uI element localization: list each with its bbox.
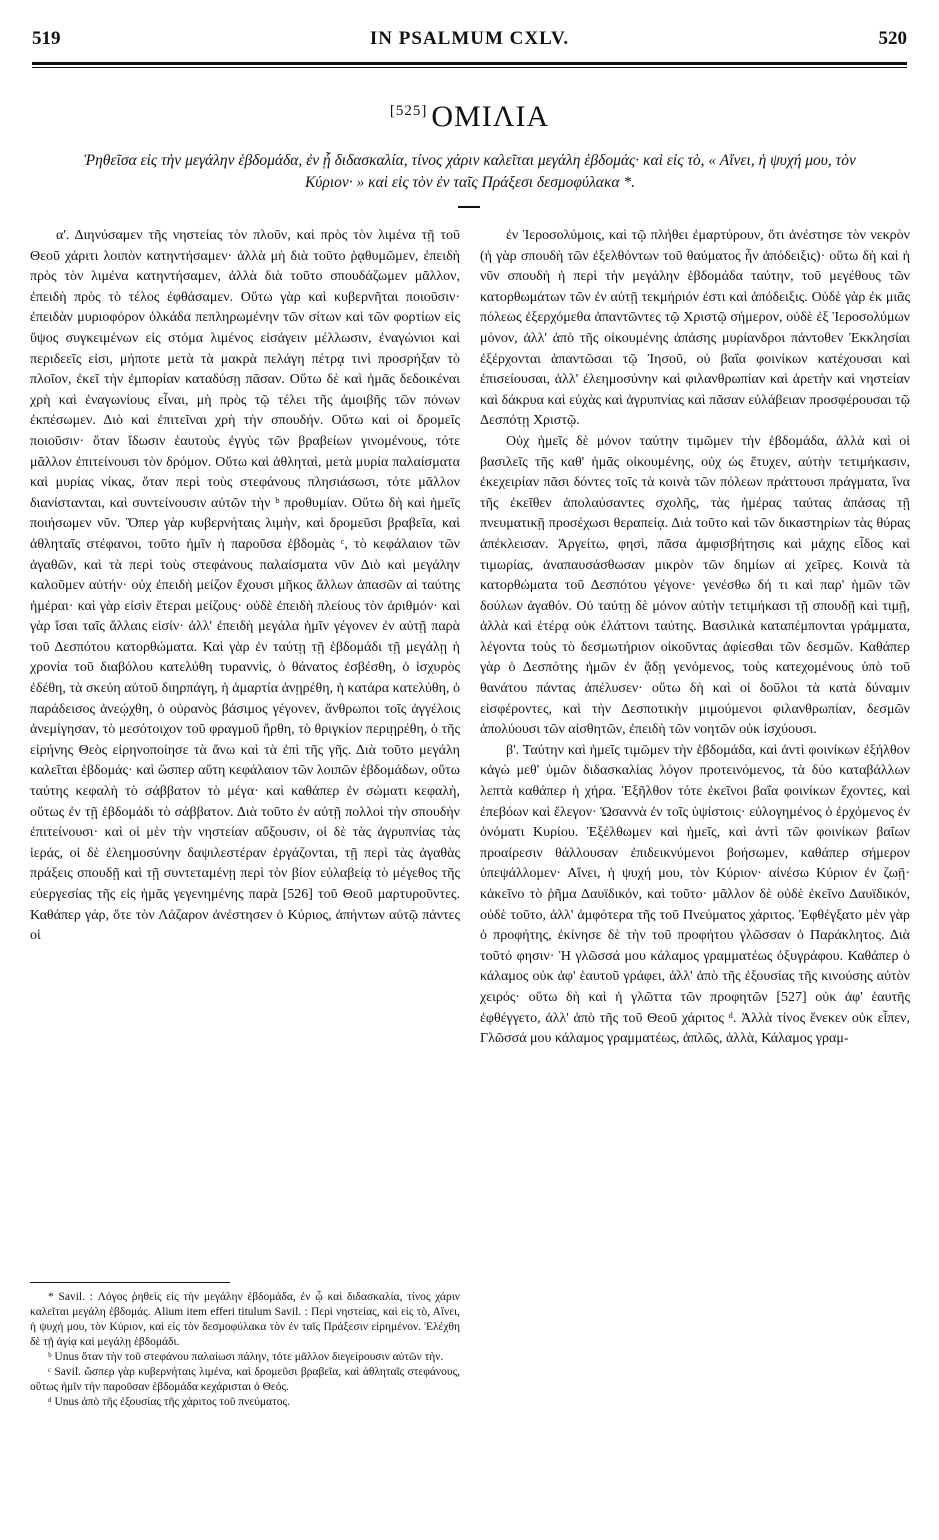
footnote: ᶜ Savil. ὥσπερ γὰρ κυβερνήταις λιμένα, καὶ δρομεῦσι βραβεῖα, καὶ ἀθληταῖς στεφάνους, οὕτως ἡμῖν τὴν παροῦσαν ἑβδομάδα κεχάρισται ὁ Θεός.	[30, 1366, 460, 1393]
footnote-rule	[30, 1282, 230, 1283]
left-column	[30, 226, 460, 947]
right-column	[480, 226, 910, 1050]
homily-subtitle: Ῥηθεῖσα εἰς τὴν μεγάλην ἑβδομάδα, ἐν ᾗ διδασκαλία, τίνος χάριν καλεῖται μεγάλη ἑβδομάς· καὶ εἰς τὸ, « Αἴνει, ἡ ψυχή μου, τὸν Κύριον· » καὶ εἰς τὸν ἐν ταῖς Πράξεσι δεσμοφύλακα *.	[84, 152, 856, 191]
title-page-marker: [525]	[389, 103, 428, 119]
running-header	[32, 28, 907, 50]
page-number-right: 520	[878, 28, 907, 49]
right-paragraph: Οὐχ ἡμεῖς δὲ μόνον ταύτην τιμῶμεν τὴν ἑβδομάδα, ἀλλὰ καὶ οἱ βασιλεῖς τῆς καθ' ἡμᾶς οἰκουμένης, οὐχ ὡς ἔτυχεν, αὐτὴν τετιμήκασιν, ἐκεχειρίαν πᾶσι δόντες τοῖς τὰ κοινὰ τῶν πόλεων πράττουσι πράγματα, ἵνα τῆς ἐκεῖθεν ἀπολαύσαντες σχολῆς, τὰς ἡμέρας ταύτας ἁπάσας τῇ πνευματικῇ προσέχωσι θεραπείᾳ. Διὰ τοῦτο καὶ τῶν δικαστηρίων τὰς θύρας ἀπέκλεισαν. Ἀργείτω, φησὶ, πᾶσα ἀμφισβήτησις καὶ μάχης εἶδος καὶ τιμωρίας, ἀναπαυσάσθωσαν μικρὸν τῶν δημίων αἱ χεῖρες. Κοινὰ τὰ κατορθώματα τοῦ Δεσπότου γέγονε· γενέσθω δή τι καὶ παρ' ἡμῶν τῶν δούλων ἀγαθόν. Οὐ ταύτῃ δὲ μόνον αὐτὴν τετιμήκασι τῇ σπουδῇ καὶ τιμῇ, ἀλλὰ καὶ ἑτέρᾳ οὐκ ἐλάττονι ταύτης. Βασιλικὰ καταπέμπονται γράμματα, λέγοντα τοὺς τὸ δεσμωτήριον οἰκοῦντας ἀφίεσθαι τῶν δεσμῶν. Καθάπερ γὰρ ὁ Δεσπότης ἡμῶν ἐν ᾅδῃ γενόμενος, τοὺς κατεχομένους ὑπὸ τοῦ θανάτου πάντας ἀπέλυσεν· οὕτω δὴ καὶ οἱ δοῦλοι τὰ κατὰ δύναμιν εἰσφέροντες, καὶ τὴν Δεσποτικὴν μιμούμενοι φιλανθρωπίαν, δεσμῶν ἀπολύουσι τῶν αἰσθητῶν, ἐπειδὴ τῶν νοητῶν οὐκ ἰσχύουσι.	[480, 433, 910, 738]
right-paragraph: β'. Ταύτην καὶ ἡμεῖς τιμῶμεν τὴν ἑβδομάδα, καὶ ἀντὶ φοινίκων ἐξήλθον κἀγὼ μεθ' ὑμῶν διδασκαλίας λόγον προτεινόμενος, τὰ δύο καταβάλλων λεπτὰ καθάπερ ἡ χήρα. Ἐξῆλθον τότε ἐκεῖνοι βαΐα φοινίκων ἔχοντες, καὶ ἐπεβόων καὶ ἔλεγον· Ὡσαννὰ ἐν τοῖς ὑψίστοις· εὐλογημένος ὁ ἐρχόμενος ἐν ὀνόματι Κυρίου. Ἐξέλθωμεν καὶ ἡμεῖς, καὶ ἀντὶ τῶν φοινίκων βαΐων προαίρεσιν θάλλουσαν ἐπιδεικνύμενοι βοήσωμεν, καθάπερ σήμερον ὑπεψάλλομεν· Αἴνει, ἡ ψυχή μου, τὸν Κύριον· αἰνέσω Κύριον ἐν ζωῇ· κἀκεῖνο τὸ ῥῆμα Δαυϊδικόν, καὶ τοῦτο· μᾶλλον δὲ οὐδὲ ἐκεῖνο Δαυϊδικόν, οὐδὲ τοῦτο, ἀλλ' ἀμφότερα τῆς τοῦ Πνεύματος χάριτος. Ἐφθέγξατο μὲν γὰρ ὁ προφήτης, ἐκίνησε δὲ τὴν τοῦ προφήτου γλῶσσαν ὁ Παράκλητος. Διὰ τοῦτό φησιν· Ἡ γλῶσσά μου κάλαμος γραμματέως ὀξυγράφου. Καθάπερ ὁ κάλαμος οὐκ ἀφ' ἑαυτοῦ γράφει, ἀλλ' ἀπὸ τῆς ἐξουσίας τῆς κινούσης αὐτὸν χειρός· οὕτω δὴ καὶ ἡ γλῶττα τῶν προφητῶν [527] οὐκ ἀφ' ἑαυτῆς ἐφθέγγετο, ἀλλ' ἀπὸ τῆς τοῦ Θεοῦ χάριτος ᵈ. Ἀλλὰ τίνος ἕνεκεν οὐκ εἶπεν, Γλῶσσά μου κάλαμος γραμματέως, ἁπλῶς, ἀλλὰ, Κάλαμος γραμ-	[480, 742, 910, 1047]
header-rule	[32, 62, 907, 65]
running-title: IN PSALMUM CXLV.	[369, 28, 570, 49]
title-text: ΟΜΙΛΙΑ	[431, 100, 550, 133]
footnotes	[30, 1290, 460, 1410]
homily-title	[0, 100, 939, 134]
left-paragraph: α'. Διηνύσαμεν τῆς νηστείας τὸν πλοῦν, καὶ πρὸς τὸν λιμένα τῇ τοῦ Θεοῦ χάριτι λοιπὸν κατηντήσαμεν· ἀλλὰ μὴ διὰ τοῦτο ῥᾳθυμῶμεν, ἐπειδὴ πρὸς τὸν λιμένα κατηντήσαμεν, ἀλλὰ διὰ τοῦτο σπουδάζωμεν μᾶλλον, ἐπειδὴ πρὸς τὸ τέλος ἐφθάσαμεν. Οὕτω γὰρ καὶ κυβερνῆται ποιοῦσιν· ἐπειδὰν μυριοφόρον ὁλκάδα πεπληρωμένην τῶν σίτων καὶ τῶν φορτίων εἰς ὕψος συγκειμένων εἰς στόμα λιμένος εἰσάγειν μέλλωσιν, ἐναγώνιοι καὶ περιδεεῖς εἰσι, μήποτε μετὰ τὰ μακρὰ πελάγη πέτρᾳ τινὶ προσρήξαν τὸ πλοῖον, ἐκεῖ τὴν ἐμπορίαν καταδύσῃ πᾶσαν. Οὕτω δὲ καὶ ἡμᾶς δεδοικέναι χρὴ καὶ ἐναγωνίους εἶναι, μὴ πρὸς τῷ τέλει τῆς ἀμοιβῆς τῶν πόνων ἐκπέσωμεν. Διὸ καὶ ἐπιτεῖναι χρὴ τὴν σπουδήν. Οὕτω καὶ οἱ δρομεῖς ποιοῦσιν· ὅταν ἴδωσιν ἑαυτοὺς ἐγγὺς τῶν βραβείων γινομένους, τότε μᾶλλον ἐπιτείνουσι τὸν δρόμον. Οὕτω καὶ ἀθληταὶ, μετὰ μυρία παλαίσματα καὶ μυρίας νίκας, ὅταν περὶ τοὺς στεφάνους πλησιάσωσι, τότε μᾶλλον διανίστανται, καὶ συντείνουσιν αὐτῶν τὴν ᵇ προθυμίαν. Οὕτω δὴ καὶ ἡμεῖς ποιήσωμεν νῦν. Ὅπερ γὰρ κυβερνήταις λιμὴν, καὶ δρομεῦσι βραβεῖα, καὶ ἀθληταῖς στέφανοι, τοῦτο ἡμῖν ἡ παροῦσα ἑβδομὰς ᶜ, τὸ κεφάλαιον τῶν ἀγαθῶν, καὶ τὰ περὶ τοὺς στεφάνους παλαίσματα νῦν Διὸ καὶ μεγάλην καλοῦμεν αὐτήν· οὐχ ἐπειδὴ μείζον ἔχουσι μῆκος ἄλλων ἁπασῶν αἱ ταύτης ἡμέραι· καὶ γὰρ εἰσὶν ἕτεραι μείζους· οὐδὲ ἐπειδὴ πλείους τὸν ἀριθμόν· καὶ γὰρ ἴσαι ταῖς ἄλλαις εἰσίν· ἀλλ' ἐπειδὴ μεγάλα ἡμῖν γέγονεν ἐν αὐτῇ παρὰ τοῦ Δεσπότου κατορθώματα. Καὶ γὰρ ἐν ταύτῃ τῇ ἑβδομάδι τῇ μεγάλῃ ἡ χρονία τοῦ διαβόλου κατελύθη τυραννὶς, ὁ θάνατος ἐσβέσθη, ὁ ἰσχυρὸς ἐδέθη, τὰ σκεύη αὐτοῦ διηρπάγη, ἡ ἁμαρτία ἀνῃρέθη, ἡ κατάρα κατελύθη, ὁ παράδεισος ἀνεῴχθη, ὁ οὐρανὸς βάσιμος γέγονεν, ἄνθρωποι τοῖς ἀγγέλοις ἀνεμίγησαν, τὸ μεσότοιχον τοῦ φραγμοῦ ἤρθη, τὸ θριγκίον περιῃρέθη, ὁ τῆς εἰρήνης Θεὸς εἰρηνοποίησε τὰ ἄνω καὶ τὰ ἐπὶ τῆς γῆς. Διὰ τοῦτο μεγάλη καλεῖται ἑβδομάς· καὶ ὥσπερ αὕτη κεφάλαιον τῶν λοιπῶν ἑβδομάδων, οὕτω ταύτης κεφαλὴ τὸ σάββατον τὸ μέγα· καὶ καθάπερ ἐν σώματι κεφαλὴ, οὕτως ἐν τῇ ἑβδομάδι τὸ σάββατον. Διὰ τοῦτο ἐν αὐτῇ πολλοὶ τὴν σπουδὴν ἐπιτείνουσι· καὶ οἱ μὲν τὴν νηστείαν αὔξουσιν, οἱ δὲ τὰς ἀγρυπνίας τὰς ἱεράς, οἱ δὲ ἐλεημοσύνην δαψιλεστέραν ἐργάζονται, τῇ περὶ τὰς ἀγαθὰς πράξεις σπουδῇ καὶ τῇ συντεταμένῃ περὶ τὸν βίον εὐλαβείᾳ τὸ μέγεθος τῆς εὐεργεσίας τῆς εἰς ἡμᾶς γεγενημένης παρὰ [526] τοῦ Θεοῦ μαρτυροῦντες. Καθάπερ γάρ, ὅτε τὸν Λάζαρον ἀνέστησεν ὁ Κύριος, ἀπήντων αὐτῷ πάντες οἱ	[30, 228, 460, 944]
footnote: ᵇ Unus ὅταν τὴν τοῦ στεφάνου παλαίωσι πάλην, τότε μᾶλλον διεγείρουσιν αὐτῶν τὴν.	[48, 1351, 444, 1363]
title-divider	[458, 206, 480, 208]
header-rule-thin	[32, 67, 907, 68]
page-number-left: 519	[32, 28, 61, 49]
footnote: * Savil. : Λόγος ῥηθεὶς εἰς τὴν μεγάλην ἑβδομάδα, ἐν ᾧ καὶ διδασκαλία, τίνος χάριν καλεῖται μεγάλη ἑβδομάς. Alium item efferi titulum Savil. : Περὶ νηστείας, καὶ εἰς τὸ, Αἴνει, ἡ ψυχή μου, τὸν Κύριον, καὶ εἰς τὸν δεσμοφύλακα τὸν ἐν ταῖς Πράξεσιν εἰρημένον. Ἐλέχθη δὲ τῇ ἁγίᾳ καὶ μεγάλῃ ἑβδομάδι.	[30, 1291, 460, 1348]
right-paragraph: ἐν Ἱεροσολύμοις, καὶ τῷ πλήθει ἐμαρτύρουν, ὅτι ἀνέστησε τὸν νεκρὸν (ἡ γὰρ σπουδὴ τῶν ἐξελθόντων τοῦ θαύματος ἦν ἀπόδειξις)· οὕτω δὴ καὶ ἡ νῦν σπουδὴ ἡ περὶ τὴν μεγάλην ἑβδομάδα ταύτην, τοῦ μεγέθους τῶν κατορθωμάτων τῶν ἐν αὐτῇ τεκμήριόν ἐστι καὶ ἀπόδειξις. Οὐδὲ γὰρ ἐκ μιᾶς πόλεως ἐξερχόμεθα ἀπαντῶντες τῷ Χριστῷ σήμερον, οὐδὲ ἐξ Ἱεροσολύμων μόνον, ἀλλ' ἀπὸ τῆς οἰκουμένης ἁπάσης μυρίανδροι πάντοθεν Ἐκκλησίαι ἐξέρχονται ἀπαντῶσαι τῷ Ἰησοῦ, οὐ βαΐα φοινίκων κατέχουσαι καὶ ἐπισείουσαι, ἀλλ' ἐλεημοσύνην καὶ φιλανθρωπίαν καὶ ἀρετὴν καὶ νηστείαν καὶ δάκρυα καὶ εὐχὰς καὶ ἀγρυπνίας καὶ πᾶσαν εὐλάβειαν προσφέρουσαι τῷ Δεσπότῃ Χριστῷ.	[480, 228, 910, 429]
footnote: ᵈ Unus ἀπὸ τῆς ἐξουσίας τῆς χάριτος τοῦ πνεύματος.	[48, 1396, 290, 1408]
